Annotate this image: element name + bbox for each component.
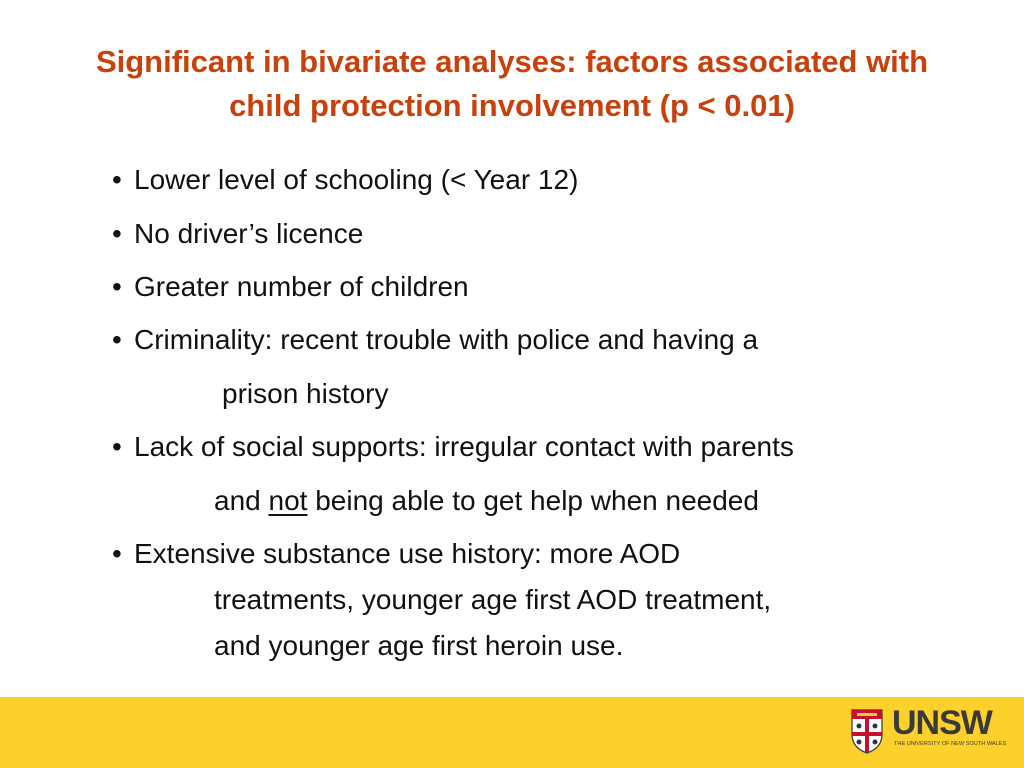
bullet-criminality <box>112 320 758 360</box>
bullet-criminality-continuation: prison history <box>222 378 389 409</box>
bullet-dot: • <box>112 271 122 302</box>
social-post-text: being able to get help when needed <box>307 485 759 516</box>
bullet-dot: • <box>112 431 122 462</box>
bullet-text: No driver’s licence <box>134 218 364 249</box>
bullet-children <box>112 267 469 307</box>
slide-title <box>40 40 984 128</box>
bullet-schooling <box>112 160 578 200</box>
emphasis-not: not <box>268 485 308 516</box>
title-line-1: Significant in bivariate analyses: factors associated with <box>95 44 929 79</box>
bullet-licence <box>112 214 363 254</box>
bullet-text: Lack of social supports: irregular contact with parents <box>134 431 794 462</box>
logo-subtext: THE UNIVERSITY OF NEW SOUTH WALES <box>894 741 1007 747</box>
bullet-social-supports <box>112 427 794 467</box>
unsw-logo <box>850 706 1020 762</box>
bullet-dot: • <box>112 538 122 569</box>
bullet-dot: • <box>112 218 122 249</box>
crest-icon <box>850 708 884 754</box>
bullet-text: Criminality: recent trouble with police and having a <box>134 324 759 355</box>
bullet-dot: • <box>112 324 122 355</box>
title-line-2: child protection involvement (p < 0.01) <box>229 88 795 123</box>
logo-wordmark: UNSW <box>892 704 992 742</box>
social-pre-text: and <box>214 485 269 516</box>
bullet-text: Greater number of children <box>134 271 469 302</box>
bullet-text: Extensive substance use history: more AOD <box>134 538 681 569</box>
bullet-substance-continuation-2: and younger age first heroin use. <box>214 630 624 661</box>
bullet-dot: • <box>112 164 122 195</box>
bullet-social-continuation <box>214 481 759 521</box>
bullet-text: Lower level of schooling (< Year 12) <box>134 164 579 195</box>
bullet-substance-continuation-1: treatments, younger age first AOD treatment, <box>214 584 772 615</box>
bullet-substance <box>112 534 680 574</box>
